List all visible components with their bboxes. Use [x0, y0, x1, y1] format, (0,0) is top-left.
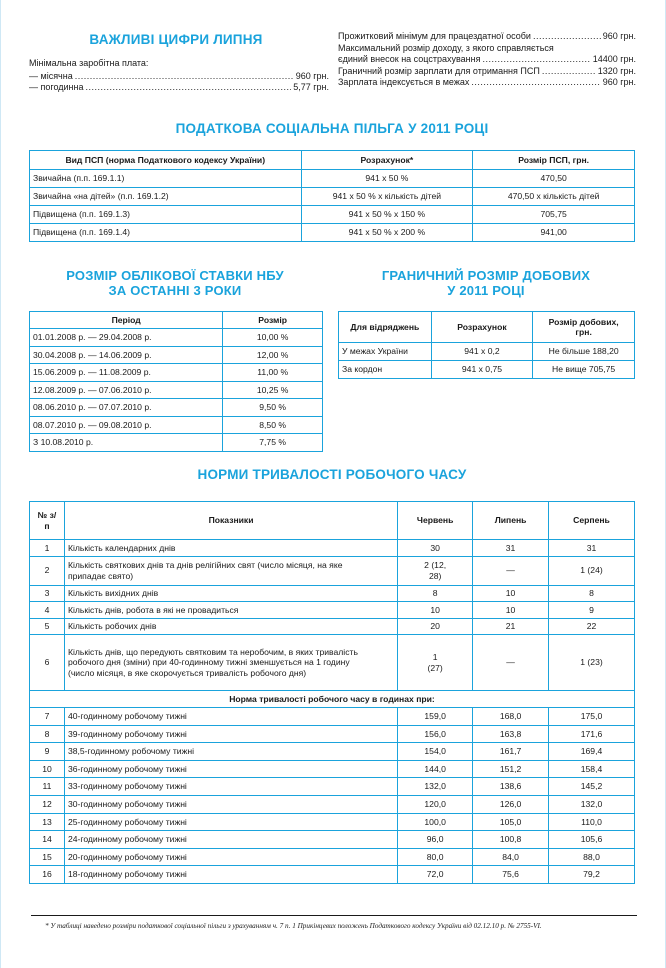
- psp-table: [29, 150, 635, 242]
- table-header-row: № з/п Показники Червень Липень Серпень: [30, 502, 635, 540]
- table-row: 14 24-годинному робочому тижні 96,0 100,8 105,6: [30, 831, 635, 849]
- important-right-block: [338, 31, 636, 89]
- table-row: Звичайна «на дітей» (п.п. 169.1.2) 941 х 50 % х кількість дітей 470,50 х кількість дітей: [30, 188, 635, 206]
- worktime-title: НОРМИ ТРИВАЛОСТІ РОБОЧОГО ЧАСУ: [197, 467, 467, 482]
- table-row: 9 38,5-годинному робочому тижні 154,0 161,7 169,4: [30, 743, 635, 761]
- table-row: 16 18-годинному робочому тижні 72,0 75,6 79,2: [30, 866, 635, 884]
- table-row: З 10.08.2010 р. 7,75 %: [30, 434, 323, 452]
- right-row: Максимальний розмір доходу, з якого справляється: [338, 42, 554, 53]
- table-row: 12.08.2009 р. — 07.06.2010 р. 10,25 %: [30, 381, 323, 399]
- daily-title: ГРАНИЧНИЙ РОЗМІР ДОБОВИХ У 2011 РОЦІ: [381, 268, 591, 298]
- table-row: За кордон 941 х 0,75 Не вище 705,75: [339, 361, 635, 379]
- monthly-label: — місячна: [29, 70, 73, 81]
- table-row: 4 Кількість днів, робота в які не провадиться 10 10 9: [30, 602, 635, 619]
- table-row: 2 Кількість святкових днів та днів релігійних свят (число місяця, на яке припадає свято) 2 (12, 28) — 1 (24): [30, 556, 635, 585]
- table-row: 7 40-годинному робочому тижні 159,0 168,0 175,0: [30, 708, 635, 726]
- table-row: 8 39-годинному робочому тижні 156,0 163,8 171,6: [30, 725, 635, 743]
- table-row: 13 25-годинному робочому тижні 100,0 105,0 110,0: [30, 813, 635, 831]
- table-row: Звичайна (п.п. 169.1.1) 941 х 50 % 470,50: [30, 170, 635, 188]
- hourly-label: — погодинна: [29, 82, 84, 92]
- table-row: 30.04.2008 р. — 14.06.2009 р. 12,00 %: [30, 346, 323, 364]
- table-row: 15.06.2009 р. — 11.08.2009 р. 11,00 %: [30, 364, 323, 382]
- hourly-value: 5,77 грн.: [293, 82, 329, 92]
- monthly-value: 960 грн.: [295, 70, 329, 81]
- table-header-row: Вид ПСП (норма Податкового кодексу України) Розрахунок* Розмір ПСП, грн.: [30, 151, 635, 170]
- psp-title: ПОДАТКОВА СОЦІАЛЬНА ПІЛЬГА У 2011 РОЦІ: [175, 121, 489, 136]
- table-header-row: Період Розмір: [30, 312, 323, 329]
- table-row: 08.06.2010 р. — 07.07.2010 р. 9,50 %: [30, 399, 323, 417]
- table-row: 10 36-годинному робочому тижні 144,0 151,2 158,4: [30, 760, 635, 778]
- worktime-table: [29, 501, 635, 884]
- nbu-title: РОЗМІР ОБЛІКОВОЇ СТАВКИ НБУ ЗА ОСТАННІ 3 РОКИ: [66, 268, 284, 298]
- table-row: 1 Кількість календарних днів 30 31 31: [30, 540, 635, 557]
- table-row: 15 20-годинному робочому тижні 80,0 84,0 88,0: [30, 848, 635, 866]
- important-figures-title: ВАЖЛИВІ ЦИФРИ ЛИПНЯ: [89, 32, 263, 47]
- table-row: У межах України 941 х 0,2 Не більше 188,20: [339, 343, 635, 361]
- right-row: Граничний розмір зарплати для отримання ПСП ..... 1320 грн.: [338, 66, 636, 78]
- right-row: Прожитковий мінімум для працездатної особи ..... 960 грн.: [338, 31, 636, 43]
- right-row: єдиний внесок на соцстрахування ..... 14400 грн.: [338, 54, 636, 66]
- min-wage-block: [29, 58, 329, 94]
- nbu-table: [29, 311, 323, 452]
- table-row: Підвищена (п.п. 169.1.4) 941 х 50 % х 200 % 941,00: [30, 224, 635, 242]
- table-header-row: Для відряджень Розрахунок Розмір добових, грн.: [339, 312, 635, 343]
- daily-table: [338, 311, 635, 379]
- table-row: 6 Кількість днів, що передують святковим та неробочим, в яких тривалість робочого дня (зміни) при 40-годинному тижні зменшується на 1 годину (число місяця, в яке скорочується тривалість робочого дня) 1 (27) — 1 (23): [30, 635, 635, 691]
- footnote-divider: [31, 915, 637, 916]
- table-row: 3 Кількість вихідних днів 8 10 8: [30, 585, 635, 602]
- monthly-row: [29, 71, 329, 83]
- footnote: * У таблиці наведено розміри податкової соціальної пільги з урахуванням ч. 7 п. 1 Прикінцевих положень Податкового кодексу України від 02.12.10 р. № 2755-VI.: [45, 922, 542, 930]
- min-wage-label: Мінімальна заробітна плата:: [29, 58, 149, 68]
- table-row: 5 Кількість робочих днів 20 21 22: [30, 618, 635, 635]
- table-row: 12 30-годинному робочому тижні 120,0 126,0 132,0: [30, 795, 635, 813]
- table-row: Підвищена (п.п. 169.1.3) 941 х 50 % х 150 % 705,75: [30, 206, 635, 224]
- hourly-row: [29, 82, 329, 94]
- table-row: 08.07.2010 р. — 09.08.2010 р. 8,50 %: [30, 416, 323, 434]
- table-row: 11 33-годинному робочому тижні 132,0 138,6 145,2: [30, 778, 635, 796]
- table-subheader-row: Норма тривалості робочого часу в годинах при:: [30, 691, 635, 708]
- table-row: 01.01.2008 р. — 29.04.2008 р. 10,00 %: [30, 329, 323, 347]
- right-row: Зарплата індексується в межах ..... 960 грн.: [338, 77, 636, 89]
